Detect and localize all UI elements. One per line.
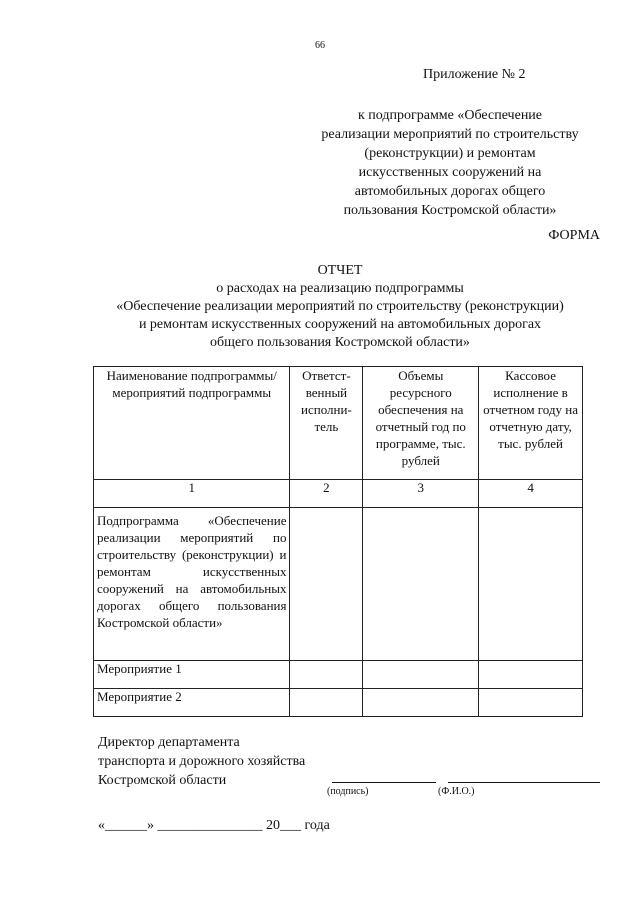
report-table [93,366,583,717]
signature-line: транспорта и дорожного хозяйства [98,754,306,769]
signature-block [98,733,305,790]
report-subtitle-line: о расходах на реализацию подпрограммы [216,281,464,296]
empty-cell [290,689,363,717]
date-line: «______» _______________ 20___ года [98,818,330,833]
table-row [94,508,583,661]
appendix-ref-line: автомобильных дорогах общего [354,184,546,199]
subprogram-name-cell: Подпрограмма «Обеспечение реализации мероприятий по строительству (реконструкции) и ремонтам искусственных сооружений на автомобильных дорогах общего пользования Костромской области» [94,508,290,661]
signature-field-line [332,782,436,783]
header-resources: Объемы ресурсного обеспечения на отчетный год по программе, тыс. рублей [363,367,479,480]
table-row [94,689,583,717]
empty-cell [363,661,479,689]
appendix-reference [290,106,610,220]
event-name-cell: Мероприятие 2 [94,689,290,717]
table-row [94,661,583,689]
appendix-title: Приложение № 2 [423,67,526,82]
appendix-ref-line: к подпрограмме «Обеспечение [357,108,543,123]
empty-cell [363,689,479,717]
report-title: ОТЧЕТ [317,263,363,278]
event-name-cell: Мероприятие 1 [94,661,290,689]
appendix-ref-line: искусственных сооружений на [358,165,542,180]
column-number: 3 [363,480,479,508]
header-responsible: Ответст-венный исполни-тель [290,367,363,480]
signature-caption: (подпись) [327,786,369,797]
column-number: 4 [479,480,583,508]
page-number: 66 [315,40,325,51]
appendix-ref-line: (реконструкции) и ремонтам [364,146,536,161]
header-name: Наименование подпрограммы/мероприятий подпрограммы [94,367,290,480]
report-subtitle-line: и ремонтам искусственных сооружений на автомобильных дорогах [138,317,542,332]
empty-cell [290,508,363,661]
report-title-block [0,262,640,352]
signature-line: Директор департамента [98,735,240,750]
empty-cell [479,508,583,661]
signature-line: Костромской области [98,773,227,788]
appendix-ref-line: реализации мероприятий по строительству [321,127,579,142]
empty-cell [363,508,479,661]
column-number: 2 [290,480,363,508]
column-number-row [94,480,583,508]
report-subtitle-line: общего пользования Костромской области» [210,335,470,350]
name-caption: (Ф.И.О.) [438,786,475,797]
name-field-line [448,782,600,783]
empty-cell [290,661,363,689]
column-number: 1 [94,480,290,508]
table-header-row [94,367,583,480]
appendix-ref-line: пользования Костромской области» [343,203,557,218]
report-subtitle-line: «Обеспечение реализации мероприятий по строительству (реконструкции) [116,299,564,314]
empty-cell [479,661,583,689]
form-label: ФОРМА [548,228,600,243]
empty-cell [479,689,583,717]
header-execution: Кассовое исполнение в отчетном году на отчетную дату, тыс. рублей [479,367,583,480]
